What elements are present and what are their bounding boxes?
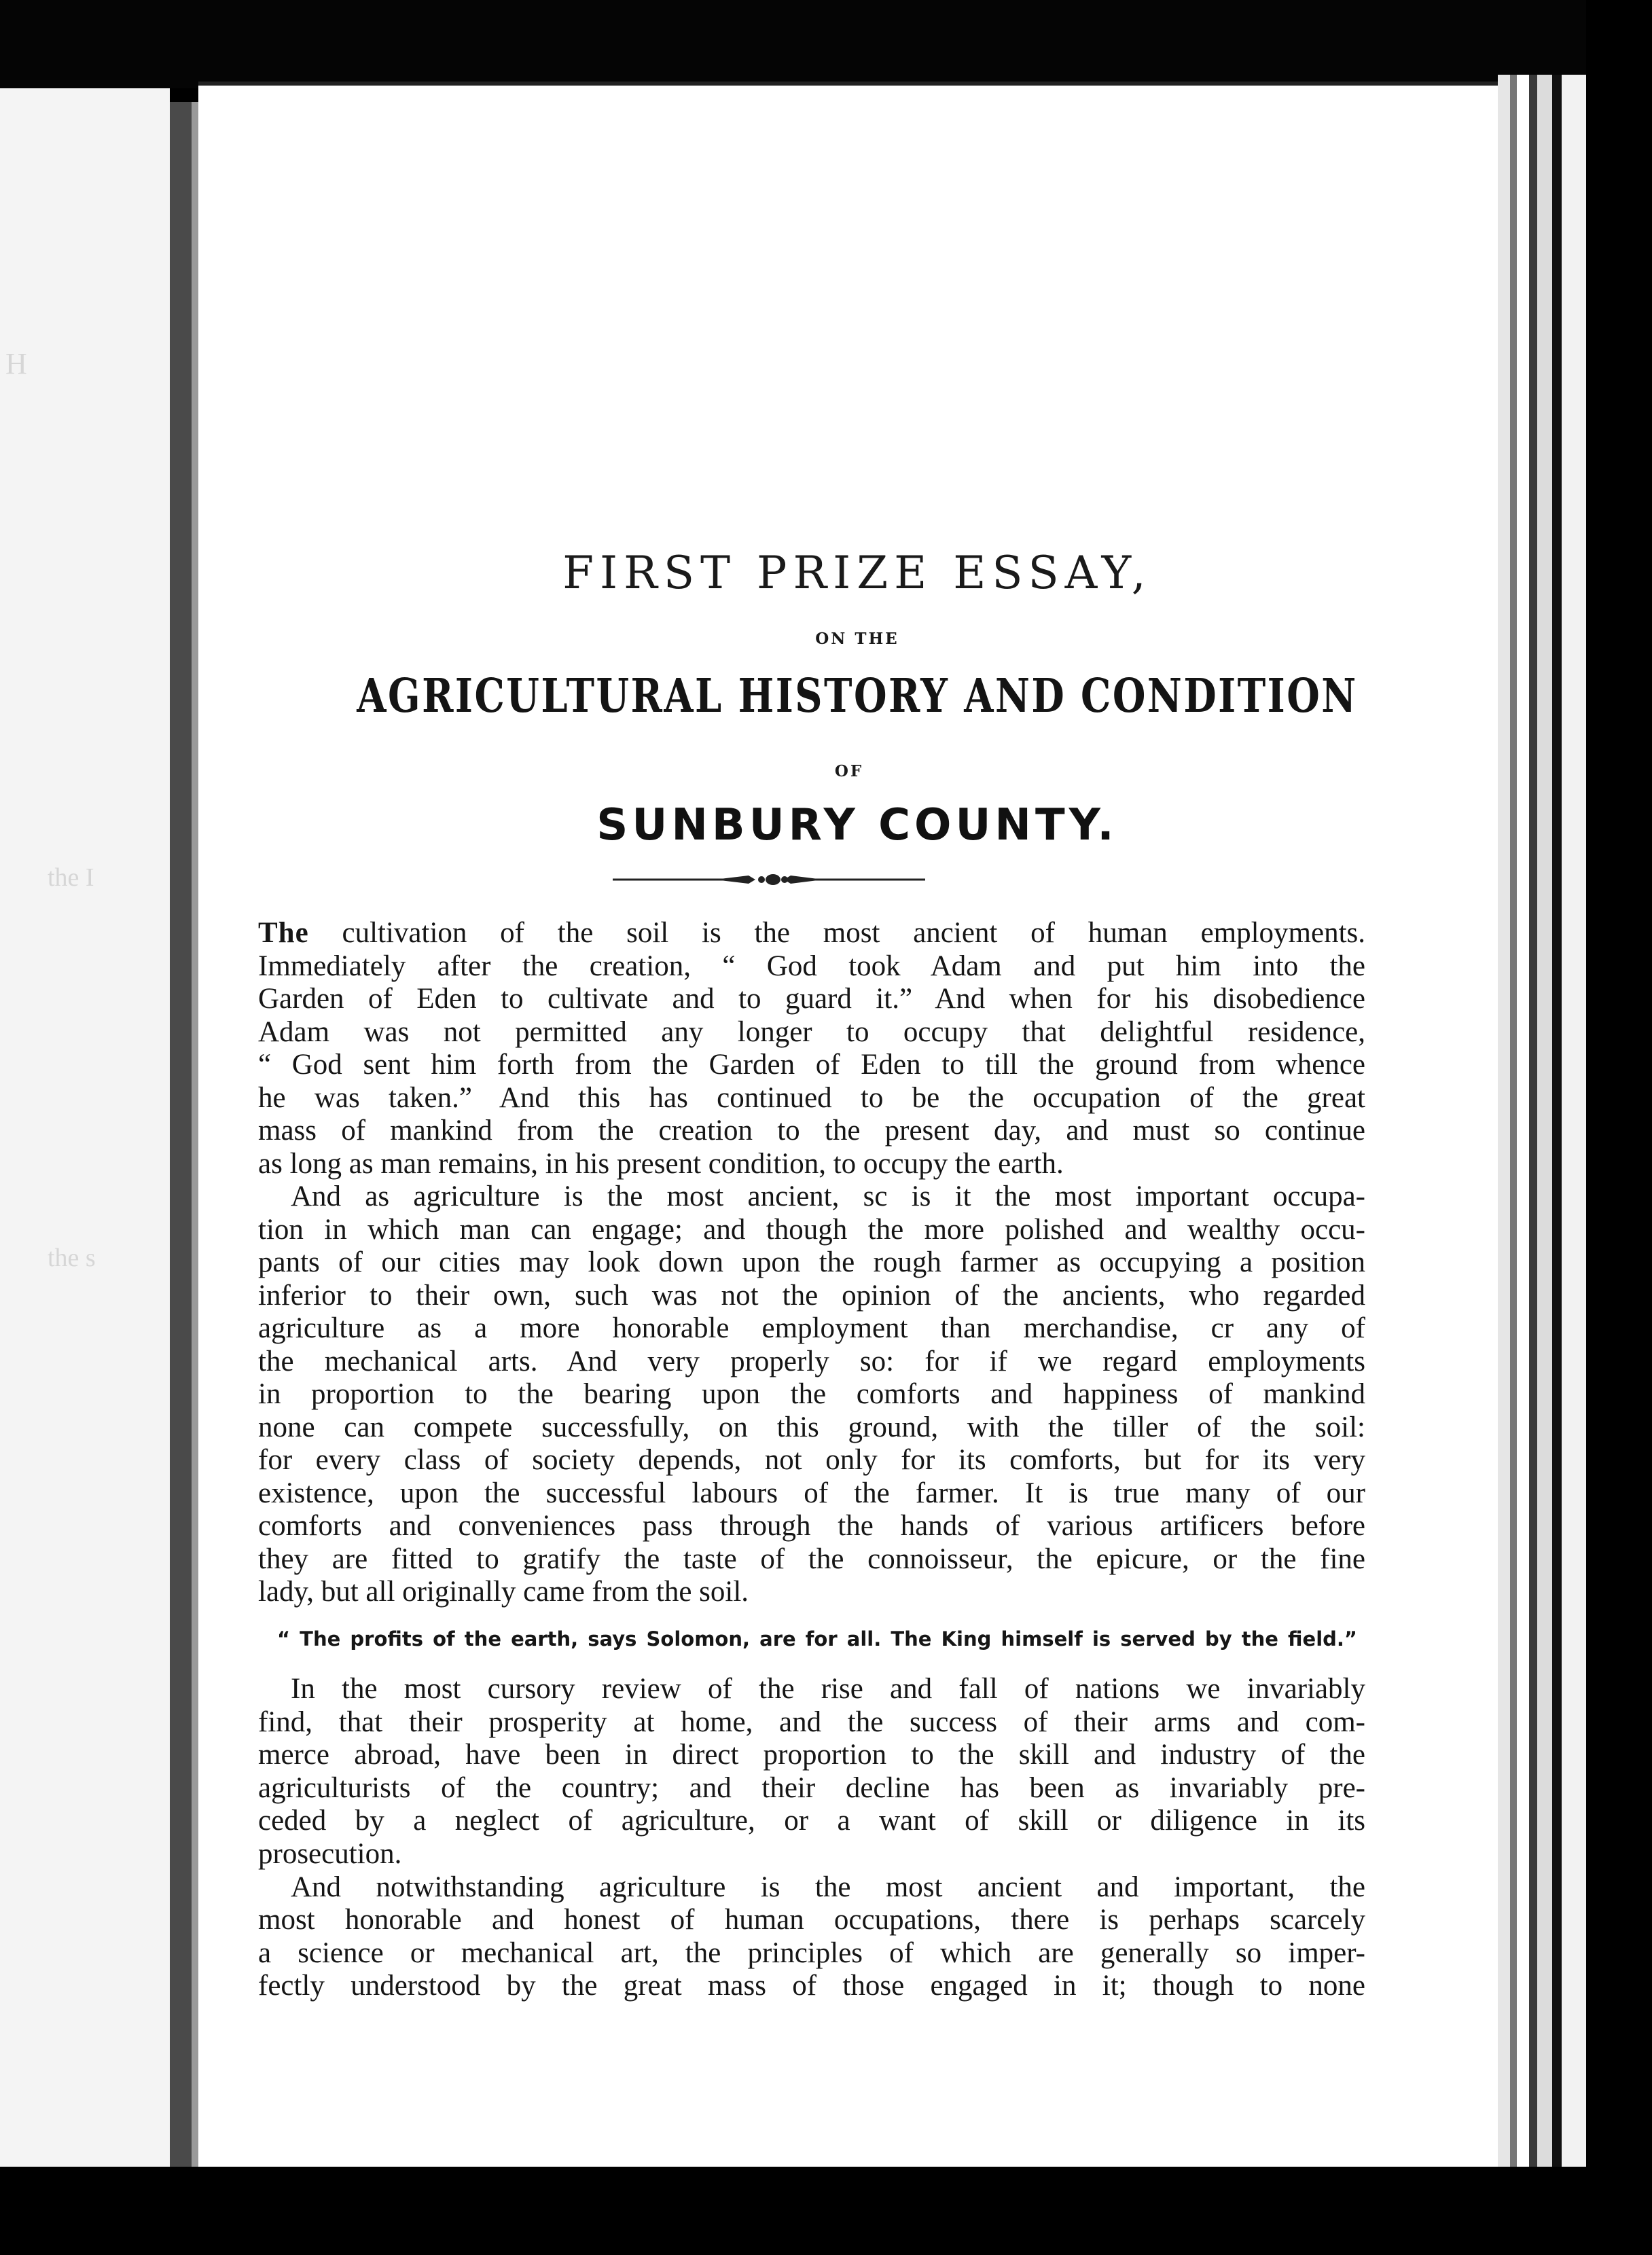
text-line: in proportion to the bearing upon the comforts and happiness of mankind (258, 1378, 1365, 1410)
facing-page-fragment: the s (48, 1244, 96, 1272)
text-line: inferior to their own, such was not the opinion of the ancients, who regarded (258, 1279, 1365, 1312)
scan-bottom-border (0, 2167, 1652, 2255)
facing-page (0, 88, 170, 2167)
text-line: lady, but all originally came from the soil. (258, 1576, 749, 1608)
page-edge (1510, 75, 1517, 2173)
text-line: they are fitted to gratify the taste of the connoisseur, the epicure, or the fine (258, 1543, 1365, 1575)
heading-connector-on-the: ON THE (815, 630, 899, 648)
lead-word: The (258, 917, 309, 949)
text-line-content: cultivation of the soil is the most ancient of human employments. (342, 917, 1366, 949)
heading-connector-of: OF (834, 762, 864, 780)
text-line: prosecution. (258, 1838, 402, 1870)
text-line: he was taken.” And this has continued to be the occupation of the great (258, 1081, 1365, 1114)
book-gutter (170, 102, 192, 2167)
ornament-rule (613, 869, 925, 890)
text-line: fectly understood by the great mass of those engaged in it; though to none (258, 1970, 1365, 2002)
text-line: comforts and conveniences pass through the hands of various artificers before (258, 1510, 1365, 1542)
scan-right-border (1586, 0, 1652, 2255)
text-line: agriculturists of the country; and their decline has been as invariably pre- (258, 1771, 1365, 1804)
text-line: ceded by a neglect of agriculture, or a want of skill or diligence in its (258, 1805, 1365, 1837)
county-name: SUNBURY COUNTY. (596, 800, 1118, 850)
text-line: pants of our cities may look down upon the rough farmer as occupying a position (258, 1246, 1365, 1278)
text-line: merce abroad, have been in direct proportion to the skill and industry of the (258, 1739, 1365, 1771)
text-line: And as agriculture is the most ancient, sc is it the most important occupa- (291, 1180, 1365, 1212)
page-edge (1562, 75, 1586, 2173)
text-line: And notwithstanding agriculture is the most ancient and important, the (291, 1871, 1365, 1903)
text-line: existence, upon the successful labours of the farmer. It is true many of our (258, 1477, 1365, 1509)
text-line: the mechanical arts. And very properly so: for if we regard employments (258, 1345, 1365, 1377)
text-line: mass of mankind from the creation to the present day, and must so continue (258, 1115, 1365, 1147)
text-line: tion in which man can engage; and though the more polished and wealthy occu- (258, 1213, 1365, 1246)
text-line (258, 918, 1365, 948)
text-line: Adam was not permitted any longer to occupy that delightful residence, (258, 1015, 1365, 1048)
scan-top-border (0, 0, 1652, 88)
book-gutter-highlight (192, 102, 198, 2167)
facing-page-fragment: the I (48, 863, 94, 892)
page-edge (1552, 75, 1562, 2173)
essay-title: FIRST PRIZE ESSAY, (562, 547, 1152, 599)
page-edge (1529, 75, 1537, 2173)
text-line: for every class of society depends, not only for its comforts, but for its very (258, 1444, 1365, 1476)
page-edge (1517, 75, 1529, 2173)
facing-page-fragment: H (5, 347, 27, 380)
solomon-quotation: “ The profits of the earth, says Solomon, are for all. The King himself is served by the field.” (277, 1627, 1357, 1650)
text-line: most honorable and honest of human occupations, there is perhaps scarcely (258, 1904, 1365, 1936)
page-edge (1498, 75, 1510, 2173)
text-line: In the most cursory review of the rise and fall of nations we invariably (291, 1673, 1365, 1705)
text-line: agriculture as a more honorable employment than merchandise, cr any of (258, 1312, 1365, 1344)
text-line: Immediately after the creation, “ God took Adam and put him into the (258, 950, 1365, 982)
text-line: find, that their prosperity at home, and the success of their arms and com- (258, 1706, 1365, 1738)
text-line: “ God sent him forth from the Garden of Eden to till the ground from whence (258, 1049, 1365, 1081)
page-edge (1537, 75, 1552, 2173)
text-line: Garden of Eden to cultivate and to guard it.” And when for his disobedience (258, 983, 1365, 1015)
text-line: none can compete successfully, on this ground, with the tiller of the soil: (258, 1411, 1365, 1443)
text-line: as long as man remains, in his present condition, to occupy the earth. (258, 1147, 1064, 1180)
essay-subject: AGRICULTURAL HISTORY AND CONDITION (357, 669, 1358, 723)
text-line: a science or mechanical art, the principles of which are generally so imper- (258, 1936, 1365, 1969)
